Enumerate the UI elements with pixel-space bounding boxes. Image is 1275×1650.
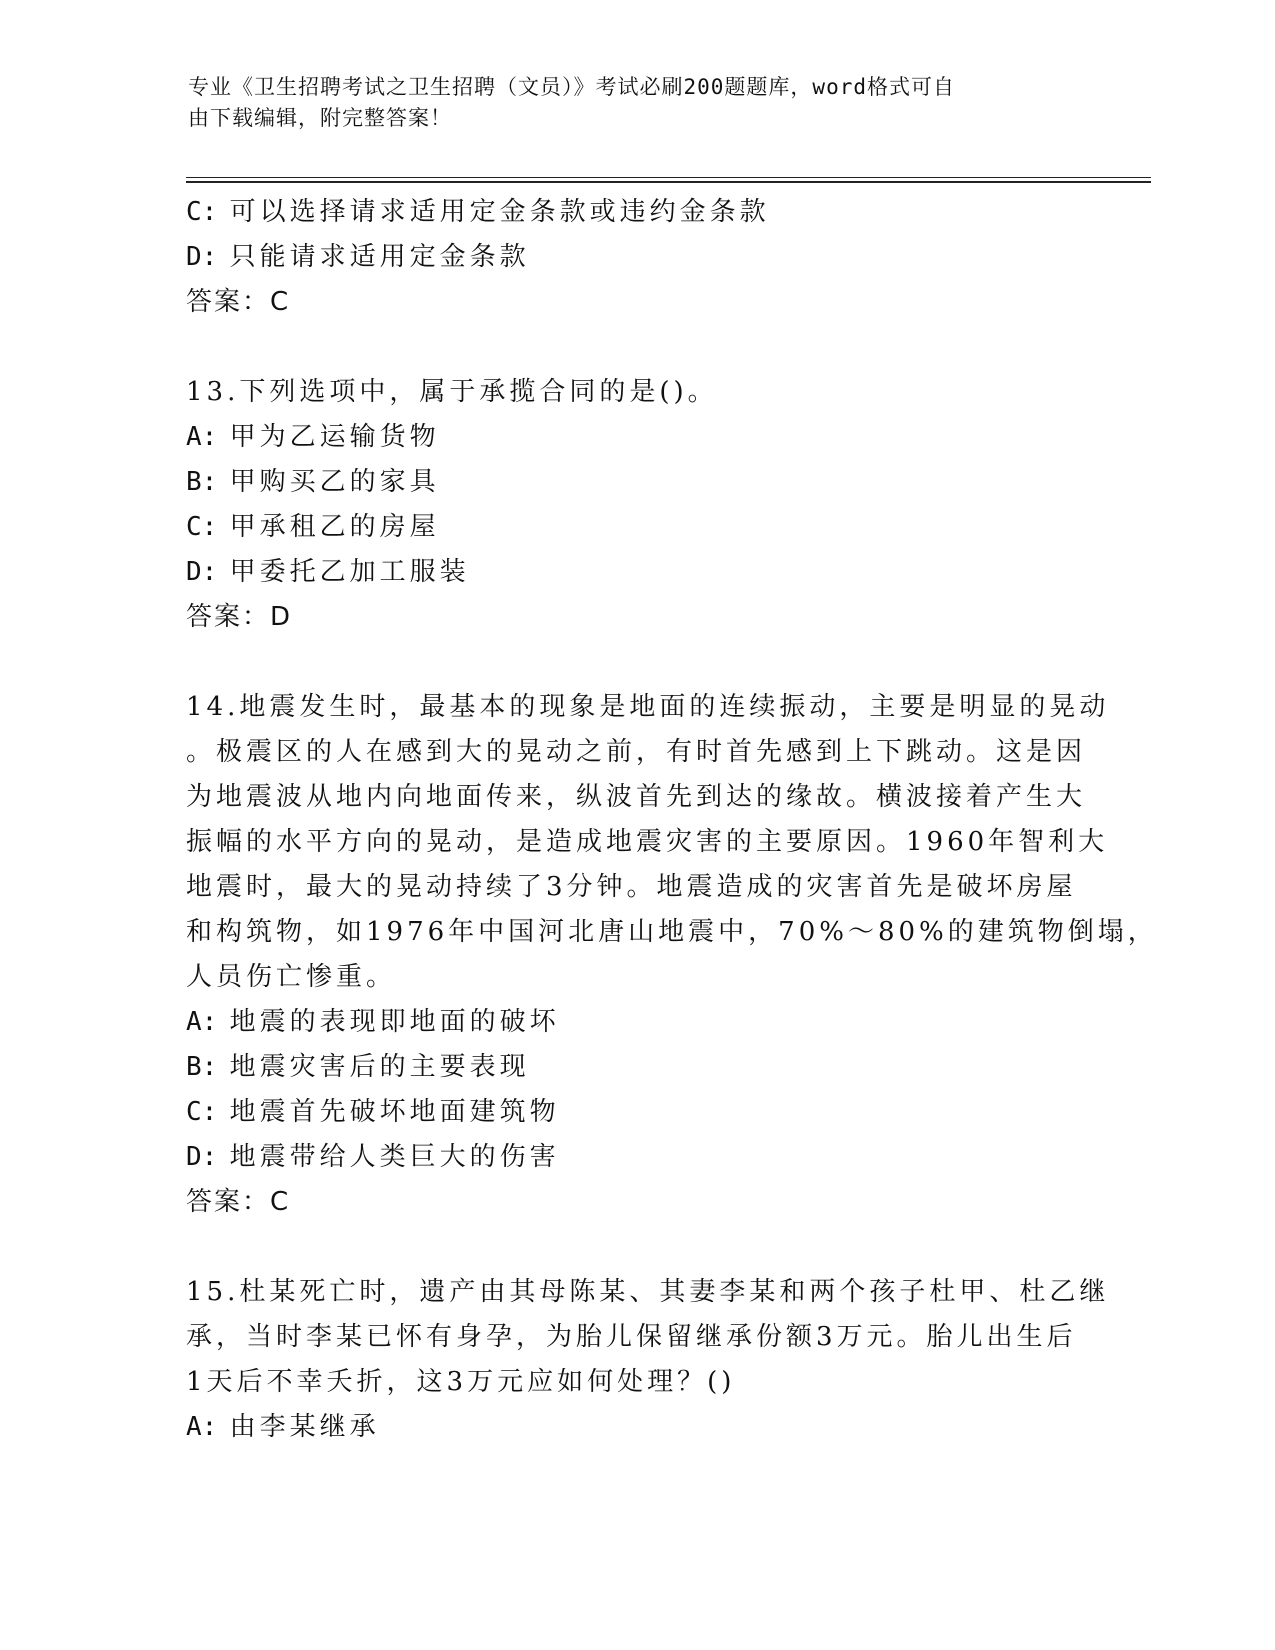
option-line (186, 1000, 1086, 1045)
question-13-stem (186, 370, 1066, 415)
option-text: 甲委托乙加工服装 (229, 557, 470, 587)
option-text: 地震灾害后的主要表现 (229, 1052, 530, 1082)
option-letter: A: (186, 422, 218, 452)
option-line (186, 550, 1086, 595)
header-line-1: 专业《卫生招聘考试之卫生招聘（文员）》考试必刷200题题库，word格式可自 (188, 75, 955, 99)
header-line-2: 由下载编辑，附完整答案！ (188, 106, 452, 130)
answer-line: 答案：D (186, 602, 293, 632)
option-line (186, 1045, 1086, 1090)
document-header (188, 72, 1068, 134)
option-line (186, 415, 1086, 460)
option-line (186, 460, 1086, 505)
stem-line: 14.地震发生时，最基本的现象是地面的连续振动，主要是明显的晃动 (186, 692, 1110, 722)
stem-line: 地震时，最大的晃动持续了3分钟。地震造成的灾害首先是破坏房屋 (186, 872, 1077, 902)
option-text: 只能请求适用定金条款 (229, 242, 530, 272)
option-letter: D: (186, 1142, 218, 1172)
stem-line: 振幅的水平方向的晃动，是造成地震灾害的主要原因。1960年智利大 (186, 827, 1109, 857)
option-line (186, 235, 1086, 280)
spacer (186, 325, 1086, 370)
option-line (186, 505, 1086, 550)
stem-line: 。极震区的人在感到大的晃动之前，有时首先感到上下跳动。这是因 (186, 737, 1087, 767)
option-letter: B: (186, 1052, 218, 1082)
option-letter: C: (186, 197, 218, 227)
stem-line: 为地震波从地内向地面传来，纵波首先到达的缘故。横波接着产生大 (186, 782, 1087, 812)
option-letter: A: (186, 1412, 218, 1442)
option-letter: D: (186, 242, 218, 272)
stem-line: 承，当时李某已怀有身孕，为胎儿保留继承份额3万元。胎儿出生后 (186, 1322, 1077, 1352)
option-line (186, 1090, 1086, 1135)
option-line (186, 1405, 1086, 1450)
question-content (186, 190, 1158, 1450)
option-line (186, 1135, 1086, 1180)
stem-line: 13.下列选项中，属于承揽合同的是()。 (186, 377, 718, 407)
stem-line: 15.杜某死亡时，遗产由其母陈某、其妻李某和两个孩子杜甲、杜乙继 (186, 1277, 1110, 1307)
option-text: 甲为乙运输货物 (229, 422, 440, 452)
answer-line: 答案：C (186, 287, 291, 317)
question-15-stem (186, 1270, 1110, 1405)
question-14-stem (186, 685, 1158, 1000)
spacer (186, 1225, 1086, 1270)
stem-line: 人员伤亡惨重。 (186, 962, 397, 992)
option-letter: B: (186, 467, 218, 497)
option-letter: C: (186, 1097, 218, 1127)
option-text: 地震带给人类巨大的伤害 (229, 1142, 560, 1172)
stem-line: 和构筑物，如1976年中国河北唐山地震中，70%～80%的建筑物倒塌， (186, 917, 1158, 947)
option-line (186, 190, 1086, 235)
header-divider-thick (186, 181, 1151, 183)
option-text: 甲承租乙的房屋 (229, 512, 440, 542)
option-text: 由李某继承 (229, 1412, 380, 1442)
stem-line: 1天后不幸夭折，这3万元应如何处理？() (186, 1367, 736, 1397)
option-text: 地震首先破坏地面建筑物 (229, 1097, 560, 1127)
answer-line: 答案：C (186, 1187, 291, 1217)
option-letter: D: (186, 557, 218, 587)
option-letter: C: (186, 512, 218, 542)
option-letter: A: (186, 1007, 218, 1037)
option-text: 地震的表现即地面的破坏 (229, 1007, 560, 1037)
spacer (186, 640, 1086, 685)
option-text: 甲购买乙的家具 (229, 467, 440, 497)
option-text: 可以选择请求适用定金条款或违约金条款 (229, 197, 770, 227)
header-divider-thin (186, 177, 1151, 178)
